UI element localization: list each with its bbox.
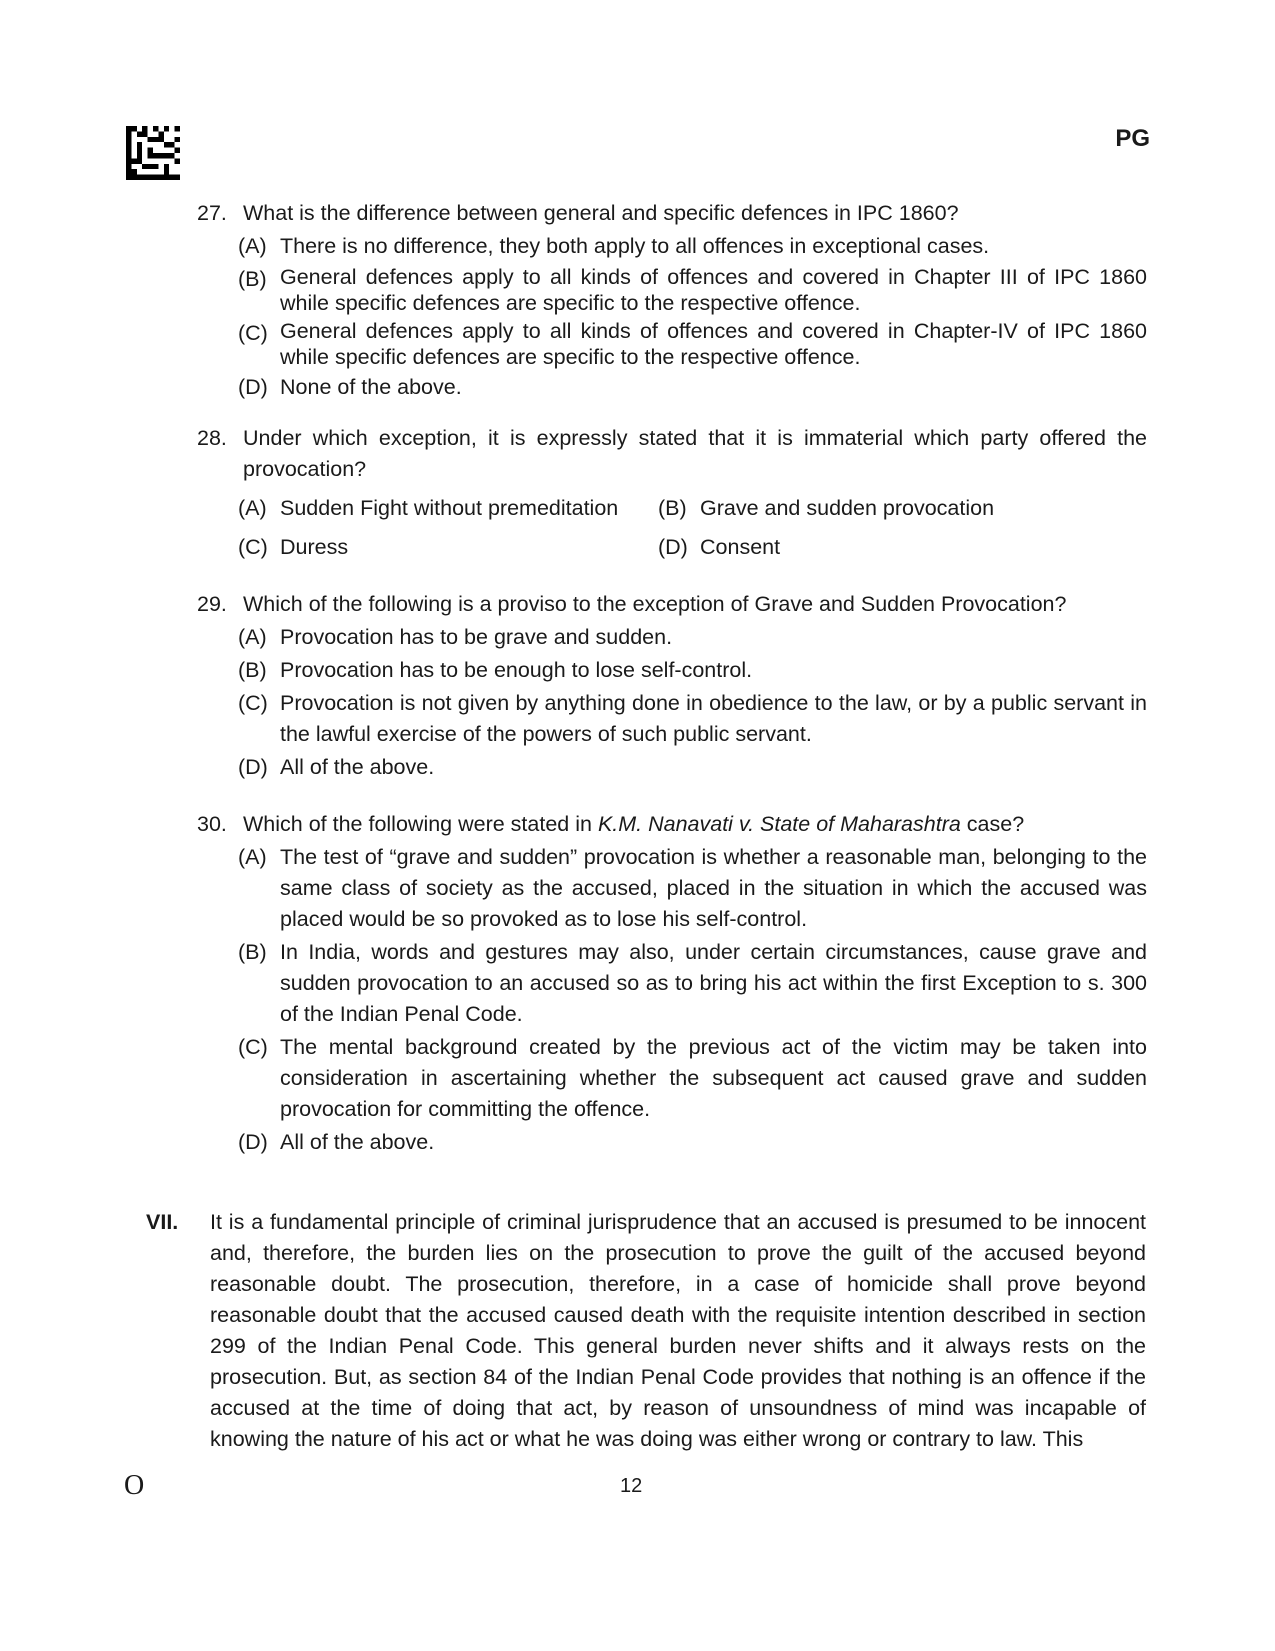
question-28 <box>197 423 1147 563</box>
option-c: (C) General defences apply to all kinds of offences and covered in Chapter-IV of IPC 1860 while specific defences are specific to the respective offence. <box>238 319 1147 369</box>
option-d: (D) All of the above. <box>238 1130 435 1154</box>
option-d: (D) All of the above. <box>238 755 435 779</box>
side-mark: O <box>124 1470 145 1501</box>
option-b: (B) General defences apply to all kinds of offences and covered in Chapter III of IPC 1860 while specific defences are specific to the respective offence. <box>238 265 1147 315</box>
question-30 <box>197 809 1147 1158</box>
question-number: 30. <box>197 812 227 836</box>
option-c: (C) Duress <box>238 535 349 559</box>
question-number: 28. <box>197 426 227 450</box>
page-number: 12 <box>620 1475 643 1497</box>
passage-text: It is a fundamental principle of criminal jurisprudence that an accused is presumed to be innocent and, therefore, the burden lies on the prosecution to prove the guilt of the accused beyond reasonable doubt. The prosecution, therefore, in a case of homicide shall prove beyond reasonable doubt that the accused caused death with the requisite intention described in section 299 of the Indian Penal Code. This general burden never shifts and it always rests on the prosecution. But, as section 84 of the Indian Penal Code provides that nothing is an offence if the accused at the time of doing that act, by reason of unsoundness of mind was incapable of knowing the nature of his act or what he was doing was either wrong or contrary to law. This <box>210 1210 1146 1451</box>
option-a: (A) Provocation has to be grave and sudden. <box>238 625 673 649</box>
questions-list <box>197 198 1147 1178</box>
passage-section <box>146 1207 1146 1455</box>
option-d: (D) Consent <box>658 535 781 559</box>
question-text: Which of the following were stated in K.M. Nanavati v. State of Maharashtra case? <box>243 812 1025 836</box>
option-c: (C) Provocation is not given by anything done in obedience to the law, or by a public servant in the lawful exercise of the powers of such public servant. <box>238 691 1147 746</box>
paper-code: PG <box>1115 125 1150 152</box>
case-name: K.M. Nanavati v. State of Maharashtra <box>597 812 961 836</box>
question-text: Which of the following is a proviso to the exception of Grave and Sudden Provocation? <box>243 592 1067 616</box>
datamatrix-barcode-icon <box>126 126 180 180</box>
option-b: (B) In India, words and gestures may also, under certain circumstances, cause grave and sudden provocation to an accused so as to bring his act within the first Exception to s. 300 of the Indian Penal Code. <box>238 940 1147 1026</box>
option-c: (C) The mental background created by the previous act of the victim may be taken into consideration in ascertaining whether the subsequent act caused grave and sudden provocation for committing the offence. <box>238 1035 1147 1121</box>
option-a: (A) Sudden Fight without premeditation <box>238 496 619 520</box>
question-27 <box>197 198 1147 403</box>
option-a: (A) The test of “grave and sudden” provocation is whether a reasonable man, belonging to the same class of society as the accused, placed in the situation in which the accused was placed would be so provoked as to lose his self-control. <box>238 845 1147 931</box>
option-a: (A) There is no difference, they both apply to all offences in exceptional cases. <box>238 234 990 258</box>
question-text: Under which exception, it is expressly stated that it is immaterial which party offered the provocation? <box>243 426 1147 481</box>
question-text: What is the difference between general and specific defences in IPC 1860? <box>243 201 959 225</box>
section-numeral: VII. <box>146 1210 179 1234</box>
question-number: 27. <box>197 201 227 225</box>
question-29 <box>197 589 1147 783</box>
option-d: (D) None of the above. <box>238 375 462 399</box>
option-b: (B) Grave and sudden provocation <box>658 496 995 520</box>
question-number: 29. <box>197 592 227 616</box>
option-b: (B) Provocation has to be enough to lose self-control. <box>238 658 753 682</box>
